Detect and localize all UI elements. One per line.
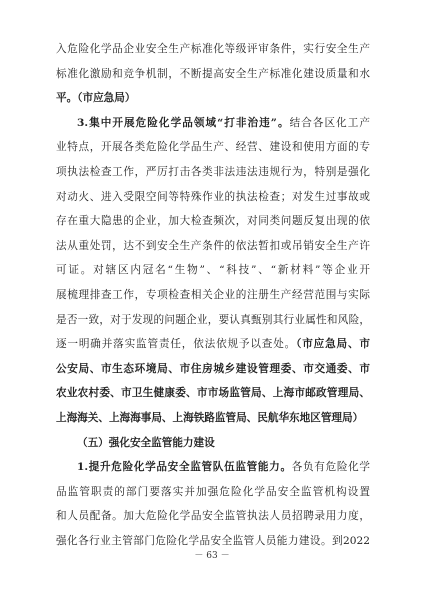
text-line: 法从重处罚，达不到安全生产条件的依法暂扣或吊销安全生产许 bbox=[56, 239, 370, 252]
text-line: 对动火、进入受限空间等特殊作业的执法检查；对发生过事故或 bbox=[56, 190, 370, 203]
page-number: － 63 － bbox=[194, 551, 230, 561]
text-line: 上海海关、上海海事局、上海铁路监管局、民航华东地区管理局） bbox=[56, 411, 364, 424]
text-line bbox=[56, 332, 370, 357]
text-line: 平。（市应急局） bbox=[56, 92, 136, 105]
item-heading: 3.集中开展危险化学品领域“打非治违”。 bbox=[77, 116, 290, 129]
document-body bbox=[56, 37, 370, 553]
paragraph bbox=[56, 37, 370, 111]
text-line: 业特点，开展各类危险化学品生产、经营、建设和使用方面的专 bbox=[56, 141, 370, 154]
paragraph bbox=[56, 111, 370, 431]
text-line: 强化各行业主管部门危险化学品安全监管人员能力建设。到2022 bbox=[56, 534, 370, 547]
item-text: 各负有危险化学 bbox=[291, 461, 370, 474]
text-line: 标准化激励和竞争机制，不断提高安全生产标准化建设质量和水 bbox=[56, 67, 370, 80]
text-line: 和人员配备。加大危险化学品安全监管执法人员招聘录用力度， bbox=[56, 510, 370, 523]
text-line bbox=[56, 455, 370, 480]
text-line bbox=[56, 111, 370, 136]
responsible-units: （市应急局、市 bbox=[296, 338, 370, 351]
text-line: 项执法检查工作，严厉打击各类非法违法违规行为，特别是强化 bbox=[56, 165, 370, 178]
text-line: 存在重大隐患的企业，加大检查频次，对同类问题反复出现的依 bbox=[56, 215, 370, 228]
paragraph bbox=[56, 455, 370, 553]
text-line: （五）强化安全监管能力建设 bbox=[77, 436, 215, 449]
text-line: 品监管职责的部门要落实并加强危险化学品安全监管机构设置 bbox=[56, 485, 370, 498]
text-line: 公安局、市生态环境局、市住房城乡建设管理委、市交通委、市 bbox=[56, 362, 370, 375]
section-heading bbox=[56, 431, 370, 456]
item-text: 结合各区化工产 bbox=[289, 116, 370, 129]
text-line: 农业农村委、市卫生健康委、市市场监管局、上海市邮政管理局、 bbox=[56, 387, 370, 400]
text-line: 入危险化学品企业安全生产标准化等级评审条件，实行安全生产 bbox=[56, 43, 370, 55]
text-line: 是否一致，对于发现的问题企业，要认真甄别其行业属性和风险， bbox=[56, 313, 370, 326]
text-line: 可证。对辖区内冠名“生物”、“科技”、“新材料”等企业开 bbox=[56, 264, 370, 277]
item-text: 逐一明确并落实监管责任，依法依规予以查处。 bbox=[56, 338, 297, 351]
item-heading: 1.提升危险化学品安全监管队伍监管能力。 bbox=[77, 461, 292, 474]
text-line: 展梳理排查工作，专项检查相关企业的注册生产经营范围与实际 bbox=[56, 288, 370, 301]
